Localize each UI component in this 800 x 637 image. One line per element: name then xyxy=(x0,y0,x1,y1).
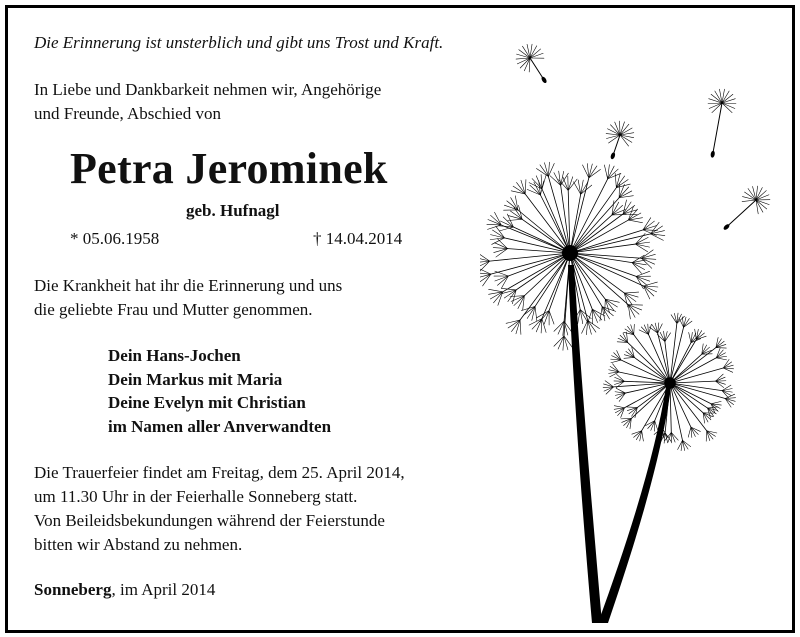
deceased-name: Petra Jerominek xyxy=(70,144,388,193)
death-date: † 14.04.2014 xyxy=(313,229,403,248)
family-member: Dein Markus mit Maria xyxy=(108,369,283,389)
illness-line: Die Krankheit hat ihr die Erinnerung und uns xyxy=(34,276,343,295)
service-line: um 11.30 Uhr in der Feierhalle Sonneberg statt. xyxy=(34,487,358,506)
family-member: Dein Hans-Jochen xyxy=(108,346,241,365)
place-date xyxy=(34,580,215,600)
intro-line: In Liebe und Dankbarkeit nehmen wir, Angehörige xyxy=(34,80,382,99)
dandelion-stem xyxy=(598,387,671,623)
illness-line: die geliebte Frau und Mutter genommen. xyxy=(34,300,313,319)
place-name: Sonneberg xyxy=(34,580,112,599)
intro-line: und Freunde, Abschied von xyxy=(34,104,221,123)
intro-text xyxy=(34,78,381,126)
birth-name: geb. Hufnagl xyxy=(186,201,280,220)
birth-date: * 05.06.1958 xyxy=(70,229,160,248)
illness-text xyxy=(34,274,342,322)
service-line: Die Trauerfeier findet am Freitag, dem 25. April 2014, xyxy=(34,463,405,482)
family-signatures xyxy=(108,344,331,438)
dandelion-icon xyxy=(480,35,780,625)
family-member: Deine Evelyn mit Christian xyxy=(108,393,306,412)
service-line: bitten wir Abstand zu nehmen. xyxy=(34,535,243,554)
closing-date: , im April 2014 xyxy=(111,580,216,599)
family-member: im Namen aller Anverwandten xyxy=(108,416,332,436)
motto: Die Erinnerung ist unsterblich und gibt uns Trost und Kraft. xyxy=(34,33,444,52)
dandelion-stem xyxy=(568,265,602,623)
funeral-service-text xyxy=(34,461,405,557)
service-line: Von Beileidsbekundungen während der Feierstunde xyxy=(34,511,385,530)
